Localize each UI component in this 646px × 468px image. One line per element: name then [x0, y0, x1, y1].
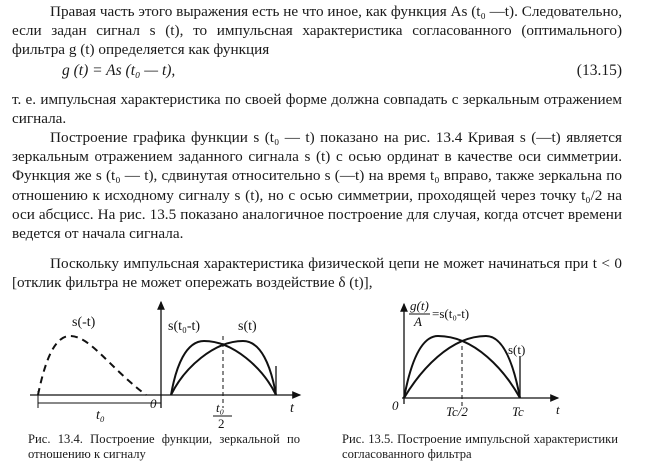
curve-s-minus-t: [38, 336, 146, 395]
label-g-equals: =s(t₀-t): [432, 306, 470, 321]
label-t0: t₀: [96, 408, 105, 423]
paragraph-3: Построение графика функции s (t₀ — t) показано на рис. 13.4 Кривая s (—t) является зеркальным отражением заданного сигнала s (t) с осью ординат в качестве оси симметрии. Функция же s (t₀ — t), сдвинутая относительно s (—t) на время t₀ вправо, также зеркальна по отношению к исходному сигналу s (t), но с осью симметрии, проходящей через точку t₀/2 на оси абсцисс. На рис. 13.5 показано аналогичное построение для случая, когда отсчет времени ведется от начала сигнала.: [12, 129, 622, 243]
label-g-numerator: g(t): [410, 298, 429, 313]
label-zero: 0: [150, 396, 157, 411]
label-g-denominator: A: [414, 314, 422, 329]
label-zero: 0: [392, 398, 399, 413]
equation-formula: g (t) = As (t₀ — t),: [62, 62, 176, 79]
paragraph-4: Поскольку импульсная характеристика физической цепи не может начинаться при t < 0 [отклик фильтра не может опережать воздействие δ (t)],: [12, 255, 622, 292]
label-s-t: s(t): [238, 319, 257, 334]
label-s-t: s(t): [508, 342, 526, 357]
figure-13-5-caption: Рис. 13.5. Построение импульсной характеристики согласованного фильтра: [342, 432, 618, 461]
figure-13-4-plot: [28, 296, 318, 431]
figure-13-5-plot: [380, 296, 580, 426]
label-s-minus-t: s(-t): [72, 315, 96, 330]
label-tc-half: Tc/2: [446, 404, 468, 419]
label-s-t0-minus-t: s(t₀-t): [168, 319, 201, 334]
paragraph-1: Правая часть этого выражения есть не что иное, как функция As (t₀ —t). Следовательно, если задан сигнал s (t), то импульсная характеристика согласованного (оптимального) фильтра g (t) определяется как функция: [12, 3, 622, 59]
label-axis-t: t: [290, 401, 294, 416]
paragraph-2: т. е. импульсная характеристика по своей форме должна совпадать с зеркальным отражением сигнала.: [12, 91, 622, 128]
equation-number: (13.15): [576, 62, 622, 79]
label-half-denominator: 2: [218, 416, 225, 431]
label-half-numerator: t₀: [216, 400, 225, 415]
figure-13-5: [380, 296, 580, 426]
equation-13-15: [62, 62, 622, 80]
label-tc: Tc: [512, 404, 524, 419]
figure-13-4: [28, 296, 318, 431]
figure-13-4-caption: Рис. 13.4. Построение функции, зеркальной по отношению к сигналу: [28, 432, 300, 461]
label-axis-t: t: [556, 402, 560, 417]
